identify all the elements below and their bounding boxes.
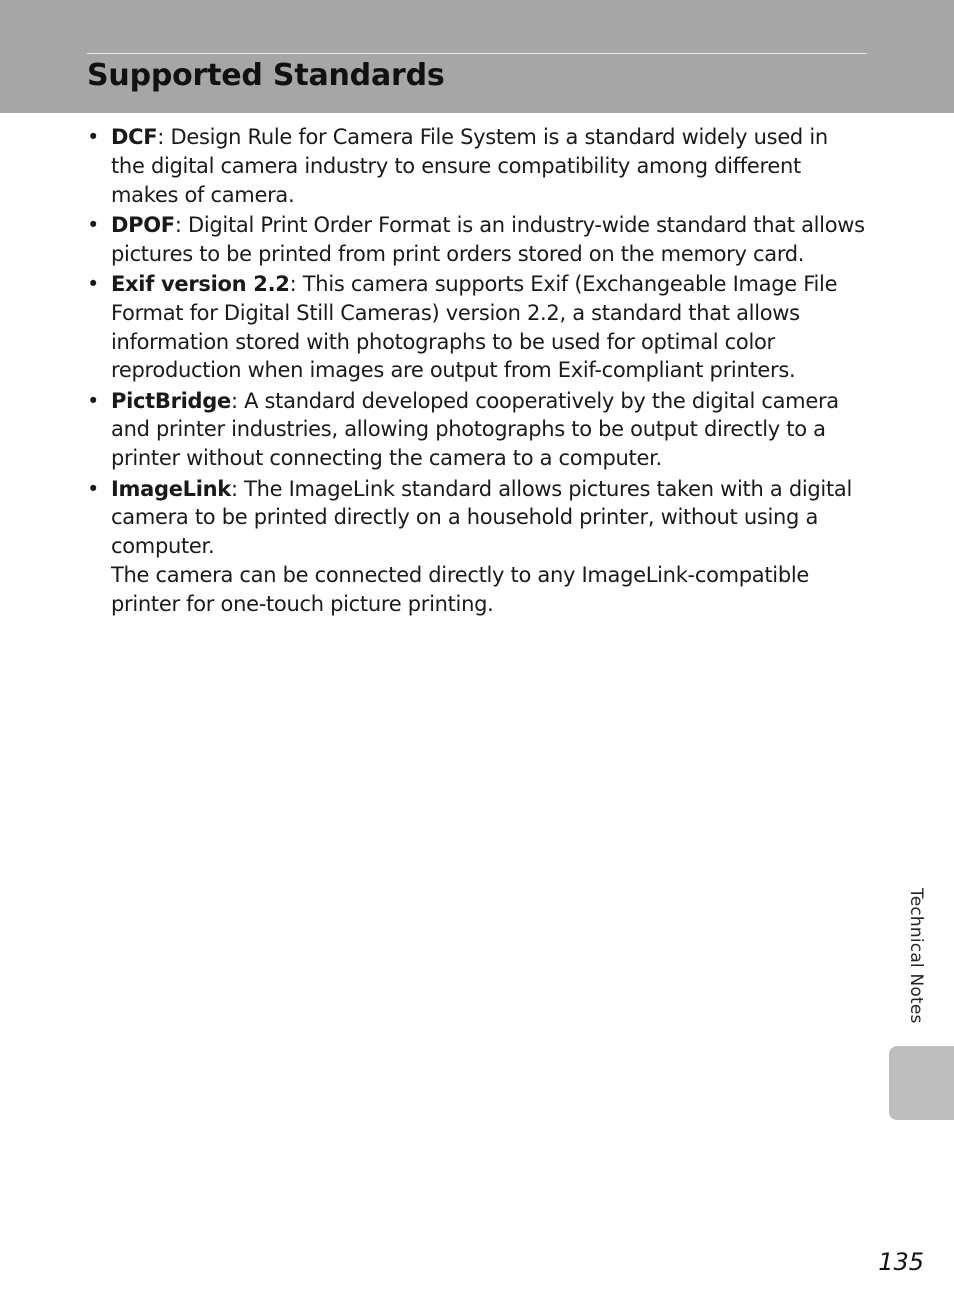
term-exif: Exif version 2.2 (111, 271, 290, 296)
description-imagelink-extra: The camera can be connected directly to any ImageLink-compatible printer for one-touch picture printing. (111, 562, 810, 616)
page-number: 135 (878, 1248, 924, 1276)
list-item-dpof (87, 211, 867, 269)
list-item-exif (87, 270, 867, 385)
description-exif: : This camera supports Exif (Exchangeable Image File Format for Digital Still Cameras) version 2.2, a standard that allows information stored with photographs to be used for optimal color reproduction when images are output from Exif-compliant printers. (111, 271, 838, 383)
header-band (0, 0, 954, 113)
side-tab (889, 1046, 954, 1120)
bullet: • (87, 125, 100, 149)
header-rule (87, 53, 867, 54)
list-item-pictbridge (87, 387, 867, 473)
bullet: • (87, 271, 100, 296)
term-dpof: DPOF (111, 212, 175, 237)
list-item-text (111, 123, 867, 209)
bullet: • (87, 212, 100, 237)
list-item-dcf (87, 123, 867, 209)
description-imagelink: : The ImageLink standard allows pictures taken with a digital camera to be printed directly on a household printer, without using a computer. (111, 476, 852, 559)
bullet: • (87, 388, 100, 413)
side-tab-label: Technical Notes (906, 888, 926, 1024)
bullet: • (87, 476, 100, 501)
description-dpof: : Digital Print Order Format is an industry-wide standard that allows pictures to be printed from print orders stored on the memory card. (111, 212, 865, 266)
description-pictbridge: : A standard developed cooperatively by the digital camera and printer industries, allowing photographs to be output directly to a printer without connecting the camera to a computer. (111, 388, 839, 471)
page-title: Supported Standards (87, 58, 445, 93)
list-item-text (111, 211, 867, 269)
standards-list (87, 123, 867, 620)
term-dcf: DCF (111, 125, 158, 149)
term-pictbridge: PictBridge (111, 388, 231, 413)
list-item-text (111, 475, 867, 561)
list-item-imagelink (87, 475, 867, 619)
list-item-text (111, 387, 867, 473)
description-dcf: : Design Rule for Camera File System is a standard widely used in the digital camera industry to ensure compatibility among different makes of camera. (111, 125, 828, 207)
list-item-text (111, 270, 867, 385)
term-imagelink: ImageLink (111, 476, 231, 501)
